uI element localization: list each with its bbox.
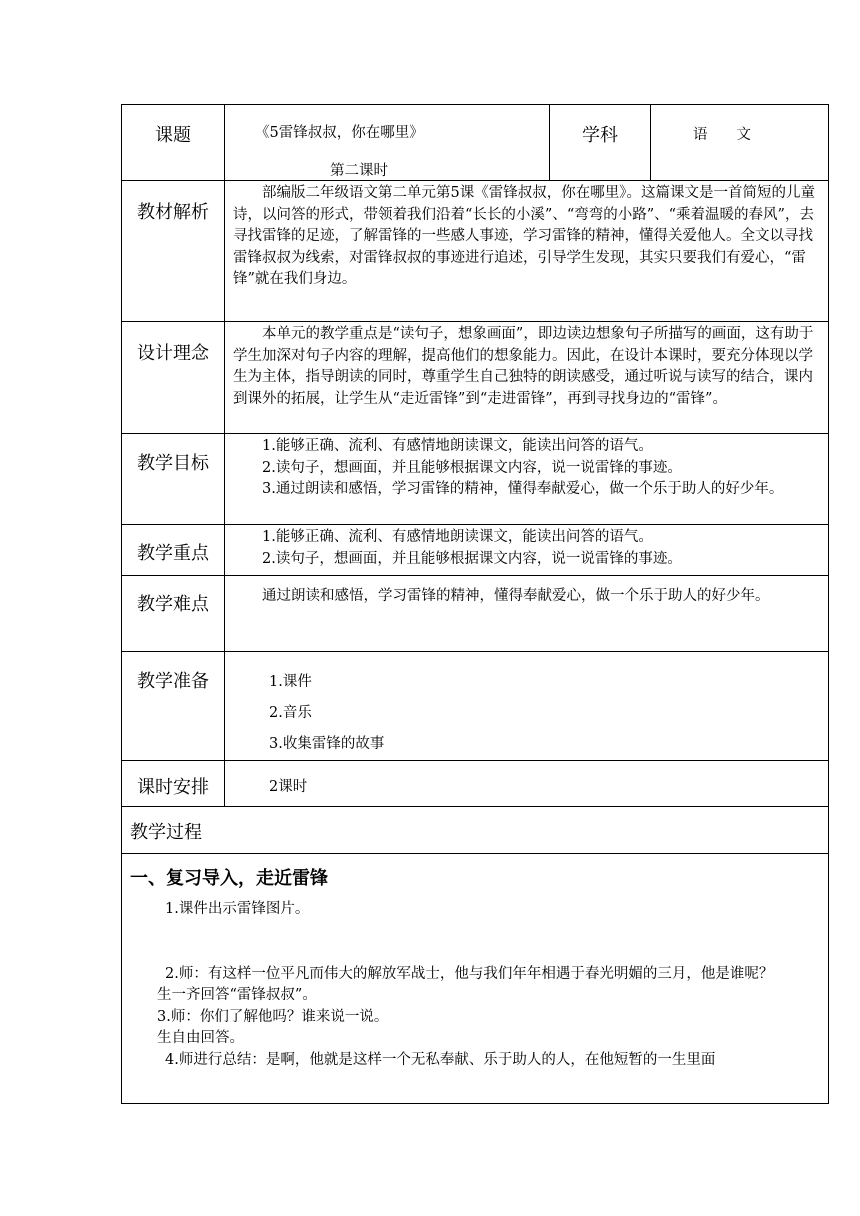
material-row	[122, 181, 829, 322]
process-content-cell	[122, 854, 829, 1104]
goals-label-cell	[122, 434, 225, 525]
material-label: 教材解析	[137, 202, 209, 223]
schedule-row	[122, 761, 829, 807]
concept-label-cell	[122, 322, 225, 434]
goal-item: 3.通过朗读和感悟，学习雷锋的精神，懂得奉献爱心，做一个乐于助人的好少年。	[262, 481, 784, 497]
subject-value-cell	[651, 105, 829, 181]
process-lines	[122, 890, 828, 1071]
lesson-plan-table	[121, 104, 829, 1104]
key-points-list	[225, 525, 828, 570]
process-content-row	[122, 854, 829, 1104]
header-row	[122, 105, 829, 181]
difficulties-content-cell	[225, 576, 829, 652]
process-title-row	[122, 807, 829, 854]
preparation-label: 教学准备	[137, 671, 209, 692]
key-point-item: 2.读句子，想画面，并且能够根据课文内容，说一说雷锋的事迹。	[262, 550, 682, 567]
goals-label: 教学目标	[137, 453, 209, 474]
preparation-item: 3.收集雷锋的故事	[269, 736, 385, 752]
topic-value-cell	[225, 105, 550, 181]
topic-label-cell	[122, 105, 225, 181]
goal-item: 2.读句子，想画面，并且能够根据课文内容，说一说雷锋的事迹。	[262, 459, 682, 476]
lesson-plan-page	[121, 104, 828, 1104]
preparation-content-cell	[225, 652, 829, 761]
material-label-cell	[122, 181, 225, 322]
key-points-label-cell	[122, 525, 225, 576]
preparation-item: 1.课件	[269, 674, 312, 690]
preparation-label-cell	[122, 652, 225, 761]
process-title-cell	[122, 807, 829, 854]
topic-title: 《5雷锋叔叔，你在哪里》	[255, 125, 424, 141]
schedule-content-cell	[225, 761, 829, 807]
goals-content-cell	[225, 434, 829, 525]
key-points-row	[122, 525, 829, 576]
process-line: 2.师：有这样一位平凡而伟大的解放军战士，他与我们年年相遇于春光明媚的三月，他是谁呢？	[165, 965, 774, 982]
period-text: 第二课时	[330, 163, 388, 179]
process-heading: 一、复习导入，走近雷锋	[130, 868, 328, 889]
difficulties-label-cell	[122, 576, 225, 652]
concept-label: 设计理念	[137, 343, 209, 364]
goals-list	[225, 434, 828, 501]
subject-label: 学科	[582, 125, 618, 146]
concept-text: 本单元的教学重点是“读句子，想象画面”，即边读边想象句子所描写的画面，这有助于学生加深对句子内容的理解，提高他们的想象能力。因此，在设计本课时，要充分体现以学生为主体，指导朗读的同时，尊重学生自己独特的朗读感受，通过听说与读写的结合，课内到课外的拓展，让学生从“走近雷锋”到“走进雷锋”，再到寻找身边的“雷锋”。	[233, 326, 814, 407]
schedule-label: 课时安排	[137, 777, 209, 798]
difficulties-row	[122, 576, 829, 652]
schedule-label-cell	[122, 761, 225, 807]
preparation-item: 2.音乐	[269, 705, 312, 721]
process-line: 3.师：你们了解他吗？谁来说一说。	[157, 1008, 389, 1025]
key-point-item: 1.能够正确、流利、有感情地朗读课文，能读出问答的语气。	[262, 529, 653, 545]
goal-item: 1.能够正确、流利、有感情地朗读课文，能读出问答的语气。	[262, 438, 653, 454]
key-points-label: 教学重点	[137, 543, 209, 564]
process-line: 4.师进行总结：是啊，他就是这样一个无私奉献、乐于助人的人，在他短暂的一生里面	[165, 1051, 716, 1068]
process-label: 教学过程	[130, 822, 202, 843]
material-text: 部编版二年级语文第二单元第5课《雷锋叔叔，你在哪里》。这篇课文是一首简短的儿童诗，以问答的形式，带领着我们沿着“长长的小溪”、“弯弯的小路”、“乘着温暖的春风”，去寻找雷锋的足迹，了解雷锋的一些感人事迹，学习雷锋的精神，懂得关爱他人。全文以寻找雷锋叔叔为线索，对雷锋叔叔的事迹进行追述，引导学生发现，其实只要我们有爱心，“雷锋”就在我们身边。	[233, 185, 815, 287]
preparation-row	[122, 652, 829, 761]
topic-label: 课题	[155, 125, 191, 146]
goals-row	[122, 434, 829, 525]
process-line: 生自由回答。	[157, 1030, 244, 1046]
key-points-content-cell	[225, 525, 829, 576]
material-content-cell	[225, 181, 829, 322]
schedule-value: 2课时	[269, 779, 308, 795]
difficulties-text: 通过朗读和感悟，学习雷锋的精神，懂得奉献爱心，做一个乐于助人的好少年。	[262, 588, 770, 604]
process-line: 生一齐回答“雷锋叔叔”。	[157, 987, 317, 1003]
subject-label-cell	[550, 105, 651, 181]
difficulties-label: 教学难点	[137, 594, 209, 615]
concept-row	[122, 322, 829, 434]
process-line: 1.课件出示雷锋图片。	[165, 901, 310, 917]
concept-content-cell	[225, 322, 829, 434]
subject-value: 语 文	[693, 127, 751, 143]
preparation-list	[225, 652, 828, 760]
